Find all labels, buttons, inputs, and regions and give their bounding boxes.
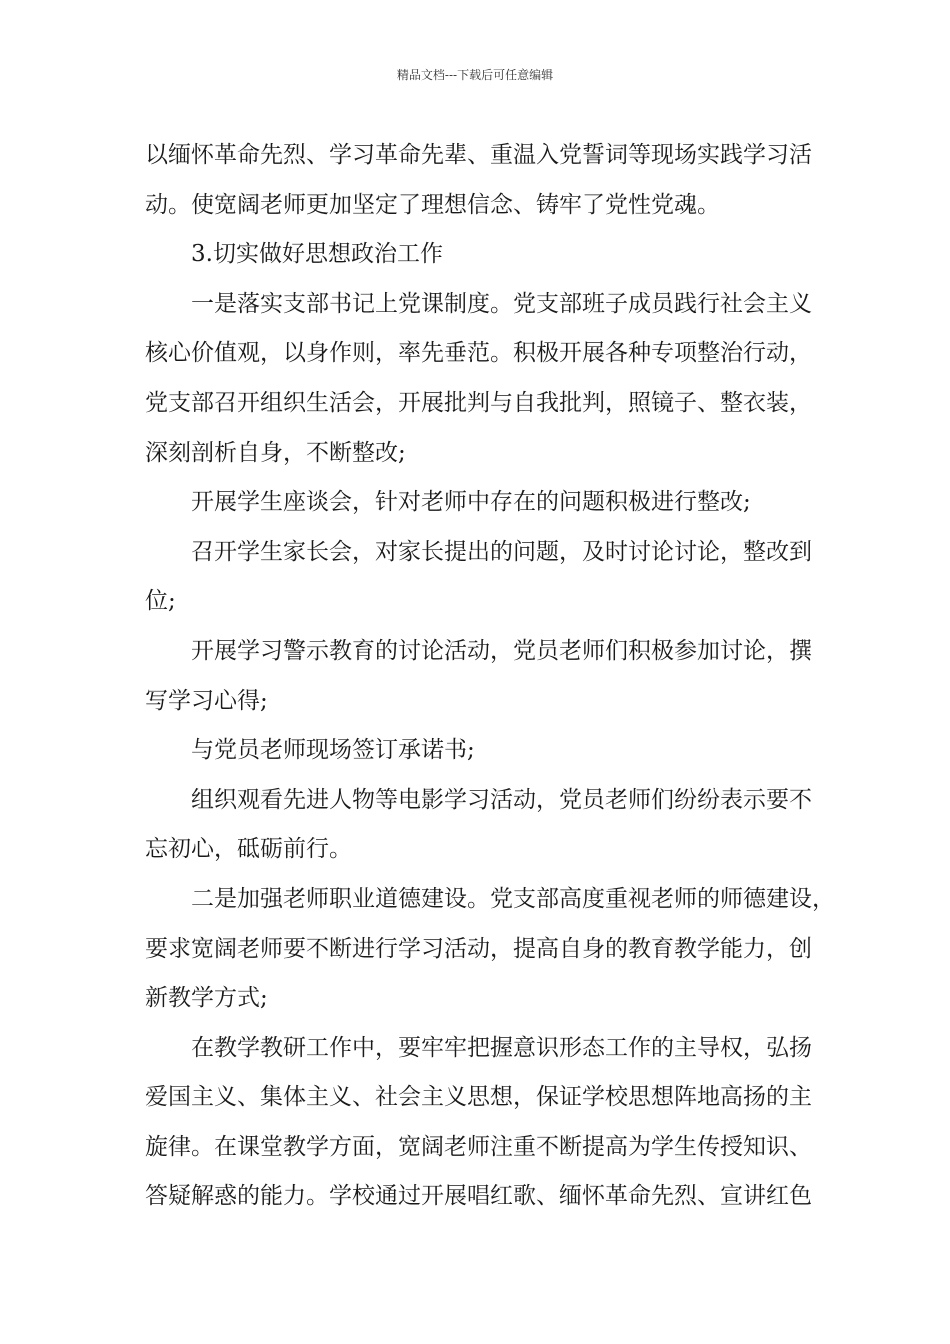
- page-header: 精品文档---下载后可任意编辑: [396, 68, 554, 82]
- text-line: 开展学生座谈会，针对老师中存在的问题积极进行整改;: [191, 489, 751, 516]
- text-line: 与党员老师现场签订承诺书;: [191, 737, 475, 764]
- document-body: [145, 131, 835, 1222]
- text-line: 位;: [145, 588, 176, 615]
- text-line: 忘初心，砥砺前行。: [145, 836, 352, 863]
- text-line: 爱国主义、集体主义、社会主义思想，保证学校思想阵地高扬的主: [145, 1084, 812, 1111]
- text-line: 组织观看先进人物等电影学习活动，党员老师们纷纷表示要不: [191, 786, 812, 813]
- text-line: 旋律。在课堂教学方面，宽阔老师注重不断提高为学生传授知识、: [145, 1133, 812, 1160]
- text-line: 开展学习警示教育的讨论活动，党员老师们积极参加讨论，撰: [191, 637, 812, 664]
- text-line: 深刻剖析自身，不断整改;: [145, 439, 406, 466]
- text-line: 答疑解惑的能力。学校通过开展唱红歌、缅怀革命先烈、宣讲红色: [145, 1183, 812, 1210]
- text-line: 以缅怀革命先烈、学习革命先辈、重温入党誓词等现场实践学习活: [145, 142, 812, 168]
- text-line: 在教学教研工作中，要牢牢把握意识形态工作的主导权，弘扬: [191, 1034, 812, 1061]
- text-line: 核心价值观，以身作则，率先垂范。积极开展各种专项整治行动，: [145, 340, 812, 367]
- text-line: 召开学生家长会，对家长提出的问题，及时讨论讨论，整改到: [191, 538, 812, 565]
- text-line: 写学习心得;: [145, 687, 268, 714]
- text-line: 一是落实支部书记上党课制度。党支部班子成员践行社会主义: [191, 290, 812, 317]
- text-line: 动。使宽阔老师更加坚定了理想信念、铸牢了党性党魂。: [145, 191, 720, 218]
- text-line: 新教学方式;: [145, 985, 268, 1012]
- text-line: 要求宽阔老师要不断进行学习活动，提高自身的教育教学能力，创: [145, 935, 812, 962]
- text-line: 二是加强老师职业道德建设。党支部高度重视老师的师德建设，: [191, 885, 835, 912]
- text-line: 党支部召开组织生活会，开展批判与自我批判，照镜子、整衣装，: [145, 389, 812, 416]
- section-heading: 3.切实做好思想政治工作: [191, 241, 443, 268]
